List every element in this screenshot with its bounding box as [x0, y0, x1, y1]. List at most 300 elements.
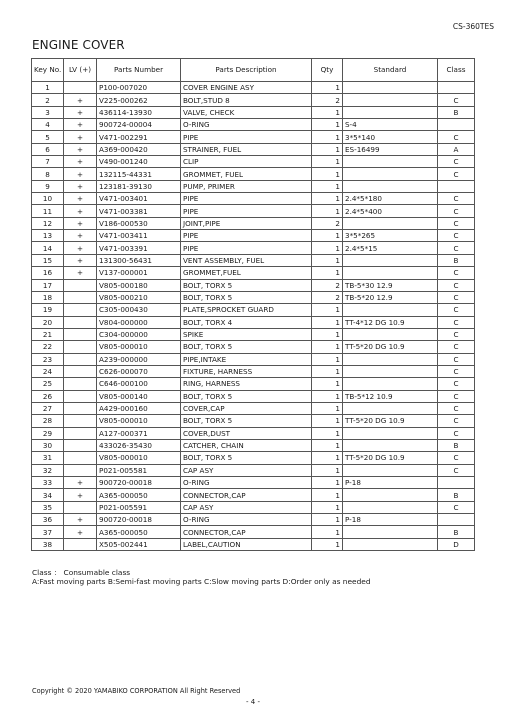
table-row [32, 464, 475, 476]
table-row [32, 254, 475, 266]
cell-qty: 1 [312, 143, 343, 155]
cell-standard [343, 439, 438, 451]
cell-parts-description: O-RING [181, 119, 312, 131]
cell-class: C [438, 427, 475, 439]
cell-lv: + [64, 106, 97, 118]
cell-key-no: 6 [32, 143, 64, 155]
cell-parts-description: GROMMET,FUEL [181, 267, 312, 279]
cell-class [438, 82, 475, 94]
cell-key-no: 20 [32, 316, 64, 328]
cell-parts-description: COVER,DUST [181, 427, 312, 439]
cell-parts-description: VENT ASSEMBLY, FUEL [181, 254, 312, 266]
cell-parts-number: V805-000010 [97, 415, 181, 427]
cell-key-no: 29 [32, 427, 64, 439]
cell-key-no: 34 [32, 489, 64, 501]
cell-lv [64, 538, 97, 550]
cell-parts-number: X505-002441 [97, 538, 181, 550]
table-row [32, 514, 475, 526]
cell-lv [64, 316, 97, 328]
cell-parts-number: P021-005591 [97, 501, 181, 513]
cell-parts-number: C304-000000 [97, 328, 181, 340]
model-code: CS-360TES [452, 22, 494, 31]
cell-lv [64, 464, 97, 476]
cell-lv: + [64, 180, 97, 192]
cell-class: C [438, 328, 475, 340]
cell-qty: 1 [312, 230, 343, 242]
table-row [32, 230, 475, 242]
cell-parts-number: A429-000160 [97, 402, 181, 414]
cell-standard: P-18 [343, 514, 438, 526]
table-row [32, 143, 475, 155]
cell-standard: 2.4*5*15 [343, 242, 438, 254]
cell-class: C [438, 205, 475, 217]
cell-class [438, 180, 475, 192]
cell-standard [343, 538, 438, 550]
cell-class: C [438, 168, 475, 180]
cell-parts-description: COVER,CAP [181, 402, 312, 414]
page-number: - 4 - [246, 698, 260, 706]
table-row [32, 390, 475, 402]
cell-qty: 1 [312, 415, 343, 427]
cell-class: C [438, 304, 475, 316]
cell-lv: + [64, 230, 97, 242]
cell-standard [343, 526, 438, 538]
table-row [32, 267, 475, 279]
table-row [32, 217, 475, 229]
table-row [32, 415, 475, 427]
cell-parts-number: V805-000210 [97, 291, 181, 303]
parts-table-body [32, 82, 475, 551]
cell-class [438, 119, 475, 131]
cell-lv: + [64, 267, 97, 279]
cell-key-no: 38 [32, 538, 64, 550]
cell-parts-number: V137-000001 [97, 267, 181, 279]
cell-key-no: 26 [32, 390, 64, 402]
cell-key-no: 16 [32, 267, 64, 279]
table-row [32, 378, 475, 390]
cell-key-no: 28 [32, 415, 64, 427]
cell-qty: 1 [312, 427, 343, 439]
cell-key-no: 17 [32, 279, 64, 291]
col-key-no: Key No. [32, 59, 64, 82]
table-row [32, 304, 475, 316]
cell-qty: 1 [312, 365, 343, 377]
cell-parts-description: CAP ASY [181, 501, 312, 513]
cell-standard: TB-5*30 12.9 [343, 279, 438, 291]
cell-key-no: 1 [32, 82, 64, 94]
cell-lv [64, 390, 97, 402]
table-row [32, 489, 475, 501]
cell-qty: 1 [312, 538, 343, 550]
cell-class: C [438, 267, 475, 279]
cell-lv [64, 82, 97, 94]
cell-class: B [438, 106, 475, 118]
cell-lv: + [64, 131, 97, 143]
cell-class: C [438, 156, 475, 168]
cell-parts-number: C626-000070 [97, 365, 181, 377]
cell-key-no: 3 [32, 106, 64, 118]
cell-standard [343, 365, 438, 377]
cell-lv [64, 353, 97, 365]
cell-class: C [438, 415, 475, 427]
cell-qty: 1 [312, 477, 343, 489]
table-header-row [32, 59, 475, 82]
table-row [32, 156, 475, 168]
cell-parts-description: CAP ASY [181, 464, 312, 476]
col-class: Class [438, 59, 475, 82]
cell-key-no: 10 [32, 193, 64, 205]
cell-parts-description: PLATE,SPROCKET GUARD [181, 304, 312, 316]
cell-parts-number: V490-001240 [97, 156, 181, 168]
cell-qty: 2 [312, 279, 343, 291]
cell-standard [343, 106, 438, 118]
cell-key-no: 37 [32, 526, 64, 538]
cell-lv: + [64, 168, 97, 180]
cell-parts-description: BOLT, TORX 5 [181, 279, 312, 291]
cell-parts-description: O-RING [181, 477, 312, 489]
cell-parts-description: PIPE [181, 193, 312, 205]
cell-standard [343, 82, 438, 94]
copyright-notice: Copyright © 2020 YAMABIKO CORPORATION All Right Reserved [32, 687, 241, 695]
cell-standard [343, 501, 438, 513]
cell-parts-description: GROMMET, FUEL [181, 168, 312, 180]
cell-parts-number: A127-000371 [97, 427, 181, 439]
cell-standard [343, 94, 438, 106]
cell-qty: 1 [312, 267, 343, 279]
legend-classes: A:Fast moving parts B:Semi-fast moving parts C:Slow moving parts D:Order only as needed [32, 577, 371, 586]
cell-class: B [438, 526, 475, 538]
cell-qty: 1 [312, 304, 343, 316]
cell-key-no: 32 [32, 464, 64, 476]
cell-parts-description: CLIP [181, 156, 312, 168]
cell-key-no: 24 [32, 365, 64, 377]
cell-key-no: 33 [32, 477, 64, 489]
cell-key-no: 11 [32, 205, 64, 217]
cell-class: C [438, 193, 475, 205]
cell-qty: 1 [312, 180, 343, 192]
cell-parts-number: C646-000100 [97, 378, 181, 390]
cell-parts-description: FIXTURE, HARNESS [181, 365, 312, 377]
cell-qty: 1 [312, 205, 343, 217]
cell-qty: 1 [312, 341, 343, 353]
cell-standard [343, 180, 438, 192]
class-legend [32, 568, 371, 586]
cell-standard: 3*5*265 [343, 230, 438, 242]
cell-key-no: 22 [32, 341, 64, 353]
cell-key-no: 23 [32, 353, 64, 365]
parts-table [31, 58, 475, 551]
cell-class: C [438, 279, 475, 291]
cell-qty: 1 [312, 193, 343, 205]
cell-qty: 1 [312, 106, 343, 118]
cell-class: A [438, 143, 475, 155]
cell-class: C [438, 316, 475, 328]
cell-class: C [438, 230, 475, 242]
cell-standard: 3*5*140 [343, 131, 438, 143]
cell-lv: + [64, 193, 97, 205]
cell-parts-description: BOLT, TORX 5 [181, 291, 312, 303]
col-lv: LV (+) [64, 59, 97, 82]
table-row [32, 452, 475, 464]
cell-parts-number: P100-007020 [97, 82, 181, 94]
page-title: ENGINE COVER [32, 38, 125, 52]
cell-lv [64, 415, 97, 427]
cell-standard: 2.4*5*180 [343, 193, 438, 205]
cell-parts-description: LABEL,CAUTION [181, 538, 312, 550]
cell-parts-description: CATCHER, CHAIN [181, 439, 312, 451]
cell-standard: TT-5*20 DG 10.9 [343, 341, 438, 353]
table-row [32, 439, 475, 451]
cell-standard [343, 328, 438, 340]
table-row [32, 477, 475, 489]
col-parts-number: Parts Number [97, 59, 181, 82]
cell-parts-description: VALVE, CHECK [181, 106, 312, 118]
table-row [32, 82, 475, 94]
cell-qty: 1 [312, 514, 343, 526]
cell-qty: 1 [312, 131, 343, 143]
cell-standard [343, 427, 438, 439]
cell-lv [64, 304, 97, 316]
cell-parts-description: BOLT,STUD 8 [181, 94, 312, 106]
cell-parts-number: V805-000140 [97, 390, 181, 402]
table-row [32, 538, 475, 550]
cell-parts-number: V804-000000 [97, 316, 181, 328]
cell-parts-description: COVER ENGINE ASY [181, 82, 312, 94]
table-row [32, 119, 475, 131]
cell-parts-number: 132115-44331 [97, 168, 181, 180]
cell-lv: + [64, 526, 97, 538]
cell-class: B [438, 439, 475, 451]
cell-class: B [438, 254, 475, 266]
cell-qty: 1 [312, 526, 343, 538]
cell-key-no: 13 [32, 230, 64, 242]
table-row [32, 341, 475, 353]
cell-lv: + [64, 94, 97, 106]
cell-parts-number: V471-002291 [97, 131, 181, 143]
cell-qty: 1 [312, 378, 343, 390]
cell-lv: + [64, 205, 97, 217]
cell-qty: 1 [312, 452, 343, 464]
cell-lv: + [64, 242, 97, 254]
cell-lv: + [64, 217, 97, 229]
cell-lv [64, 452, 97, 464]
cell-class: D [438, 538, 475, 550]
cell-qty: 1 [312, 353, 343, 365]
cell-qty: 2 [312, 217, 343, 229]
cell-lv [64, 402, 97, 414]
cell-parts-number: 131300-56431 [97, 254, 181, 266]
cell-qty: 1 [312, 402, 343, 414]
cell-parts-number: V471-003411 [97, 230, 181, 242]
cell-key-no: 18 [32, 291, 64, 303]
cell-parts-description: RING, HARNESS [181, 378, 312, 390]
cell-class [438, 477, 475, 489]
cell-qty: 1 [312, 82, 343, 94]
cell-lv [64, 341, 97, 353]
table-row [32, 193, 475, 205]
table-row [32, 427, 475, 439]
cell-lv: + [64, 254, 97, 266]
cell-standard: 2.4*5*400 [343, 205, 438, 217]
cell-key-no: 15 [32, 254, 64, 266]
cell-key-no: 4 [32, 119, 64, 131]
cell-parts-number: A239-000000 [97, 353, 181, 365]
cell-standard: P-18 [343, 477, 438, 489]
cell-standard: TB-5*20 12.9 [343, 291, 438, 303]
cell-class: C [438, 353, 475, 365]
table-row [32, 353, 475, 365]
cell-key-no: 8 [32, 168, 64, 180]
cell-key-no: 7 [32, 156, 64, 168]
cell-key-no: 36 [32, 514, 64, 526]
cell-parts-number: V805-000010 [97, 452, 181, 464]
cell-parts-description: JOINT,PIPE [181, 217, 312, 229]
cell-key-no: 19 [32, 304, 64, 316]
cell-lv [64, 439, 97, 451]
cell-parts-description: O-RING [181, 514, 312, 526]
cell-parts-description: STRAINER, FUEL [181, 143, 312, 155]
cell-class: C [438, 291, 475, 303]
cell-parts-number: V471-003401 [97, 193, 181, 205]
cell-standard [343, 353, 438, 365]
cell-standard: ES-16499 [343, 143, 438, 155]
cell-parts-number: 436114-13930 [97, 106, 181, 118]
cell-key-no: 31 [32, 452, 64, 464]
table-row [32, 365, 475, 377]
cell-parts-number: 900720-00018 [97, 514, 181, 526]
cell-standard [343, 267, 438, 279]
cell-lv: + [64, 489, 97, 501]
cell-lv: + [64, 514, 97, 526]
cell-qty: 1 [312, 501, 343, 513]
cell-standard [343, 402, 438, 414]
cell-class: C [438, 217, 475, 229]
table-row [32, 242, 475, 254]
cell-qty: 1 [312, 439, 343, 451]
cell-qty: 2 [312, 291, 343, 303]
cell-standard [343, 489, 438, 501]
cell-standard [343, 217, 438, 229]
cell-parts-description: SPIKE [181, 328, 312, 340]
cell-parts-number: V805-000010 [97, 341, 181, 353]
table-row [32, 526, 475, 538]
cell-parts-number: P021-005581 [97, 464, 181, 476]
cell-key-no: 30 [32, 439, 64, 451]
cell-key-no: 12 [32, 217, 64, 229]
cell-parts-description: CONNECTOR,CAP [181, 526, 312, 538]
cell-class: C [438, 341, 475, 353]
cell-standard [343, 156, 438, 168]
cell-key-no: 14 [32, 242, 64, 254]
cell-key-no: 21 [32, 328, 64, 340]
cell-class: C [438, 94, 475, 106]
table-row [32, 291, 475, 303]
cell-key-no: 27 [32, 402, 64, 414]
cell-lv [64, 291, 97, 303]
cell-parts-description: PIPE [181, 230, 312, 242]
cell-key-no: 2 [32, 94, 64, 106]
cell-standard [343, 254, 438, 266]
table-row [32, 328, 475, 340]
cell-qty: 1 [312, 168, 343, 180]
cell-lv [64, 365, 97, 377]
col-standard: Standard [343, 59, 438, 82]
cell-standard [343, 378, 438, 390]
table-row [32, 279, 475, 291]
cell-class: C [438, 390, 475, 402]
cell-parts-description: BOLT, TORX 5 [181, 341, 312, 353]
cell-parts-number: A369-000420 [97, 143, 181, 155]
cell-key-no: 35 [32, 501, 64, 513]
cell-parts-number: 900720-00018 [97, 477, 181, 489]
cell-parts-number: 900724-00004 [97, 119, 181, 131]
cell-class: C [438, 378, 475, 390]
cell-qty: 1 [312, 489, 343, 501]
cell-parts-description: PUMP, PRIMER [181, 180, 312, 192]
cell-lv: + [64, 119, 97, 131]
cell-lv: + [64, 156, 97, 168]
table-row [32, 205, 475, 217]
cell-lv [64, 279, 97, 291]
cell-key-no: 25 [32, 378, 64, 390]
cell-parts-number: V471-003381 [97, 205, 181, 217]
cell-parts-description: BOLT, TORX 5 [181, 452, 312, 464]
cell-class: C [438, 464, 475, 476]
cell-lv [64, 328, 97, 340]
cell-qty: 1 [312, 119, 343, 131]
table-row [32, 168, 475, 180]
cell-parts-description: BOLT, TORX 4 [181, 316, 312, 328]
cell-standard [343, 304, 438, 316]
cell-qty: 1 [312, 242, 343, 254]
col-qty: Qty [312, 59, 343, 82]
cell-qty: 1 [312, 156, 343, 168]
cell-parts-description: BOLT, TORX 5 [181, 390, 312, 402]
cell-class: C [438, 131, 475, 143]
cell-parts-number: V225-000262 [97, 94, 181, 106]
cell-qty: 1 [312, 328, 343, 340]
cell-standard: S-4 [343, 119, 438, 131]
cell-class [438, 514, 475, 526]
cell-parts-number: 433026-35430 [97, 439, 181, 451]
cell-qty: 1 [312, 390, 343, 402]
table-row [32, 316, 475, 328]
cell-qty: 1 [312, 464, 343, 476]
cell-parts-number: V186-000530 [97, 217, 181, 229]
cell-parts-number: V805-000180 [97, 279, 181, 291]
cell-standard: TB-5*12 10.9 [343, 390, 438, 402]
cell-lv: + [64, 143, 97, 155]
table-row [32, 402, 475, 414]
cell-parts-number: C305-000430 [97, 304, 181, 316]
cell-standard: TT-4*12 DG 10.9 [343, 316, 438, 328]
cell-parts-number: A365-000050 [97, 489, 181, 501]
cell-parts-description: PIPE,INTAKE [181, 353, 312, 365]
cell-qty: 1 [312, 254, 343, 266]
cell-class: B [438, 489, 475, 501]
table-row [32, 106, 475, 118]
cell-qty: 1 [312, 316, 343, 328]
table-row [32, 94, 475, 106]
cell-lv [64, 378, 97, 390]
cell-parts-description: PIPE [181, 131, 312, 143]
cell-class: C [438, 242, 475, 254]
cell-parts-description: PIPE [181, 205, 312, 217]
legend-title: Class ： Consumable class [32, 568, 131, 577]
cell-parts-description: BOLT, TORX 5 [181, 415, 312, 427]
cell-parts-number: A365-000050 [97, 526, 181, 538]
cell-lv [64, 427, 97, 439]
